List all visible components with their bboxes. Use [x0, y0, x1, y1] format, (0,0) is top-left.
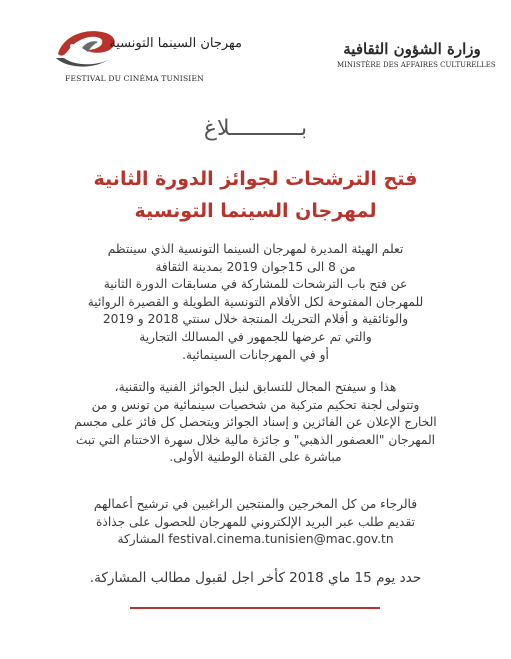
festival-name-fr: FESTIVAL DU CINÉMA TUNISIEN — [65, 74, 204, 83]
paragraph-line: تقديم طلب عبر البريد الإلكتروني للمهرجان للحصول على جذاذة — [96, 514, 415, 529]
paragraph-call-for-entries — [30, 241, 481, 364]
bottom-divider — [130, 607, 380, 609]
document-title-line-2: لمهرجان السينما التونسية — [134, 200, 377, 222]
paragraph-line: مباشرة على القناة الوطنية الأولى. — [169, 450, 342, 465]
paragraph-line: والتي تم عرضها للجمهور في المسالك التجارية — [139, 329, 372, 344]
paragraph-line: أو في المهرجانات السينمائية. — [182, 347, 329, 362]
paragraph-line: عن فتح باب الترشحات للمشاركة في مسابقات الدورة الثانية — [103, 277, 408, 292]
paragraph-line: للمهرجان المفتوحة لكل الأفلام التونسية الطويلة و القصيرة الروائية — [87, 294, 424, 309]
paragraph-line: هذا و سيفتح المجال للتسابق لنيل الجوائز الفنية والتقنية، — [114, 380, 397, 394]
paragraph-line: من 8 الى 15جوان 2019 بمدينة الثقافة — [155, 259, 356, 274]
paragraph-line: تعلم الهيئة المديرة لمهرجان السينما التونسية الذي سينتظم — [107, 242, 404, 256]
paragraph-line: فالرجاء من كل المخرجين والمنتجين الراغبين في ترشيح أعمالهم — [93, 497, 418, 511]
paragraph-line: المهرجان "العصفور الذهبي" و جائزة مالية خلال سهرة الاختتام التي تبث — [75, 432, 436, 447]
paragraph-application — [30, 496, 481, 549]
paragraph-line: والوثائقية و أفلام التحريك المنتجة خلال سنتي 2018 و 2019 — [102, 312, 409, 327]
ministry-logo — [337, 38, 496, 88]
contact-email-line: festival.cinema.tunisien@mac.gov.tn المشاركة — [117, 532, 394, 547]
announcement-heading: بـــــــــــلاغ — [203, 116, 308, 141]
festival-name-ar: مهرجان السينما التونسية — [109, 36, 242, 51]
paragraph-line: الخارج الإعلان عن الفائزين و إسناد الجوائز ويتحصل كل فائز على مجسم — [74, 415, 437, 430]
ministry-name-fr: MINISTÈRE DES AFFAIRES CULTURELLES — [337, 61, 496, 69]
paragraph-line: وتتولى لجنة تحكيم متركبة من شخصيات سينمائية من تونس و من — [91, 397, 420, 412]
document-title-line-1: فتح الترشحات لجوائز الدورة الثانية — [93, 168, 418, 190]
deadline-notice: حدد يوم 15 ماي 2018 كأخر اجل لقبول مطالب المشاركة. — [89, 570, 422, 586]
ministry-name-ar: وزارة الشؤون الثقافية — [343, 40, 481, 58]
paragraph-awards — [30, 379, 481, 467]
festival-logo — [52, 22, 242, 92]
